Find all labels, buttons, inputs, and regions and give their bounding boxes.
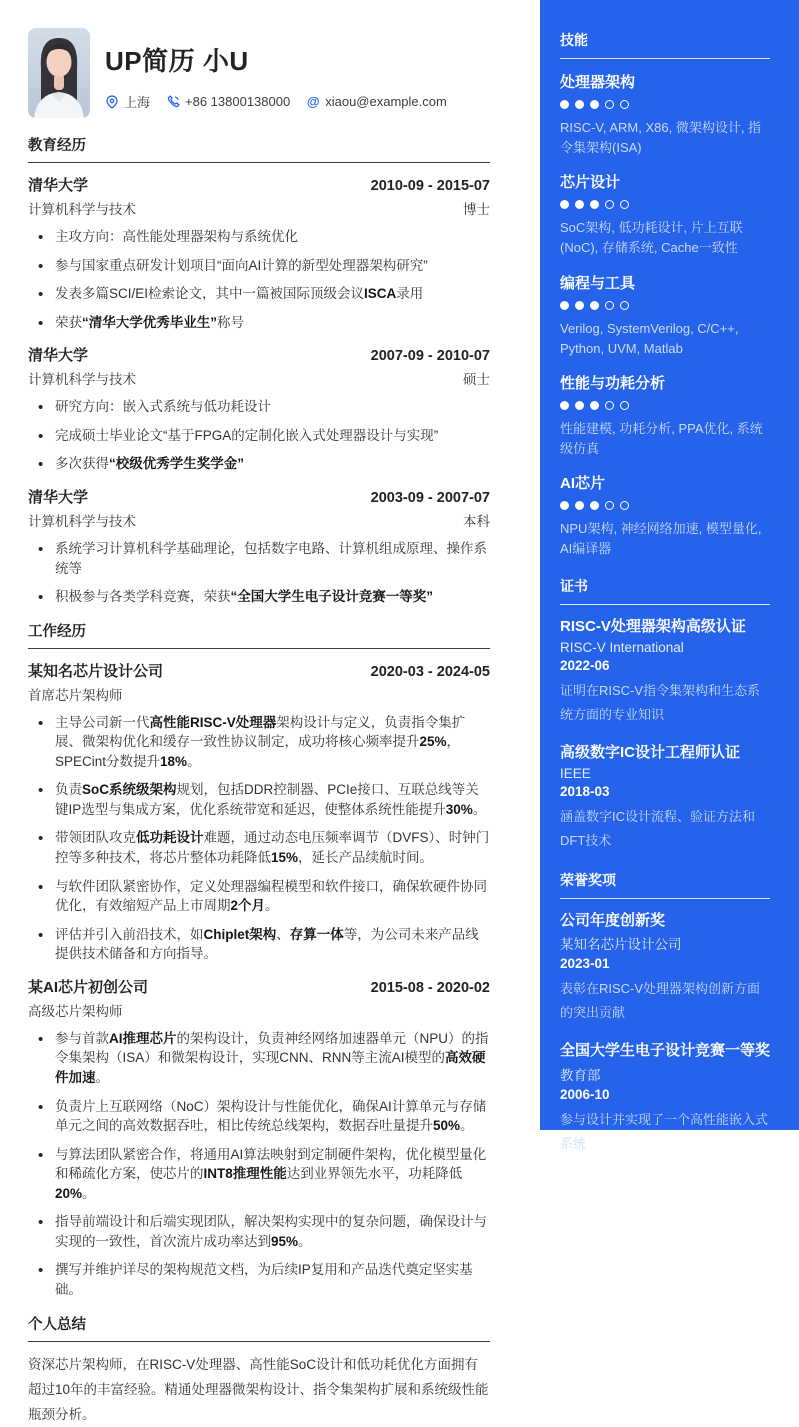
entry-subhead [28, 368, 490, 388]
degree: 本科 [463, 513, 490, 529]
item-issuer: 教育部 [560, 1067, 601, 1083]
bullet-item: • 与算法团队紧密合作，将通用AI算法映射到定制硬件架构，优化模型量化和稀疏化方案，使芯片的INT8推理性能达到业界领先水平，功耗降低20%。 [28, 1145, 490, 1204]
level-dot-empty [605, 301, 614, 310]
entry-head [28, 660, 490, 681]
bullet-item: • 研究方向：嵌入式系统与低功耗设计 [28, 397, 490, 417]
email-item [306, 94, 447, 109]
level-dot-empty [605, 200, 614, 209]
skill-item [560, 272, 770, 359]
award-item [560, 1041, 770, 1156]
phone-icon [166, 95, 180, 109]
level-dot-filled [590, 100, 599, 109]
level-dot-filled [575, 200, 584, 209]
level-dot-filled [575, 100, 584, 109]
level-dot-filled [560, 401, 569, 410]
item-date: 2006-10 [560, 1086, 610, 1102]
education-entry [28, 174, 490, 332]
entry-subhead [28, 1000, 490, 1020]
skill-keywords: NPU架构, 神经网络加速, 模型量化, AI编译器 [560, 521, 762, 557]
phone-item [166, 94, 290, 109]
header-info [105, 28, 447, 118]
school-name: 清华大学 [28, 347, 89, 365]
phone-text: +86 13800138000 [185, 94, 291, 109]
entry-head [28, 174, 490, 195]
bullet-list [28, 227, 490, 332]
school-name: 清华大学 [28, 488, 89, 506]
job-title: 首席芯片架构师 [28, 687, 123, 703]
entry-head [28, 344, 490, 365]
entry-subhead [28, 510, 490, 530]
level-dot-filled [575, 401, 584, 410]
skill-level-dots [560, 200, 770, 209]
sidebar [540, 0, 799, 1151]
bullet-list [28, 1029, 490, 1300]
skill-item [560, 71, 770, 158]
item-date: 2023-01 [560, 956, 610, 972]
item-date: 2018-03 [560, 783, 610, 799]
skills-section-title: 技能 [560, 30, 770, 59]
degree: 博士 [463, 202, 490, 217]
location-pin-icon [105, 95, 119, 109]
certificates-section [560, 576, 770, 852]
bullet-item: • 指导前端设计和后端实现团队，解决架构实现中的复杂问题，确保设计与实现的一致性，首次流片成功率达到95%。 [28, 1212, 490, 1251]
entry-subhead [28, 198, 490, 218]
bullet-item: • 多次获得“校级优秀学生奖学金” [28, 454, 490, 474]
education-entry [28, 486, 490, 607]
certificate-item [560, 617, 770, 727]
bullet-item: • 发表多篇SCI/EI检索论文，其中一篇被国际顶级会议ISCA录用 [28, 284, 490, 304]
level-dot-filled [590, 501, 599, 510]
summary-section-title: 个人总结 [28, 1313, 490, 1342]
level-dot-empty [605, 401, 614, 410]
item-issuer: IEEE [560, 765, 591, 781]
skill-keywords: Verilog, SystemVerilog, C/C++, Python, UVM, Matlab [560, 320, 739, 356]
bullet-item: • 系统学习计算机科学基础理论，包括数字电路、计算机组成原理、操作系统等 [28, 539, 490, 578]
level-dot-empty [620, 501, 629, 510]
item-issuer: 某知名芯片设计公司 [560, 937, 682, 953]
level-dot-filled [560, 200, 569, 209]
level-dot-filled [560, 301, 569, 310]
company-name: 某AI芯片初创公司 [28, 978, 149, 996]
email-text: xiaou@example.com [325, 94, 447, 109]
item-date: 2022-06 [560, 657, 610, 673]
skill-keywords: RISC-V, ARM, X86, 微架构设计, 指令集架构(ISA) [560, 120, 762, 156]
degree: 硕士 [463, 372, 490, 388]
work-section [28, 620, 490, 1300]
bullet-item: • 积极参与各类学科竞赛，荣获“全国大学生电子设计竞赛一等奖” [28, 587, 490, 607]
skill-item [560, 171, 770, 258]
skill-keywords: 性能建模, 功耗分析, PPA优化, 系统级仿真 [560, 420, 763, 456]
skill-level-dots [560, 401, 770, 410]
item-name: 全国大学生电子设计竞赛一等奖 [560, 1042, 771, 1060]
item-description: 涵盖数字IC设计流程、验证方法和DFT技术 [560, 808, 756, 848]
at-sign-icon: @ [306, 94, 320, 109]
skill-level-dots [560, 100, 770, 109]
level-dot-filled [575, 301, 584, 310]
level-dot-filled [590, 200, 599, 209]
level-dot-filled [575, 501, 584, 510]
awards-section [560, 870, 770, 1156]
bullet-item: • 主导公司新一代高性能RISC-V处理器架构设计与定义，负责指令集扩展、微架构优化和缓存一致性协议制定，成功将核心频率提升25%，SPECint分数提升18%。 [28, 713, 490, 772]
level-dot-empty [620, 100, 629, 109]
date-range: 2020-03 - 2024-05 [370, 663, 490, 680]
item-issuer: RISC-V International [560, 639, 684, 655]
skill-name: 芯片设计 [560, 174, 621, 192]
skill-name: 编程与工具 [560, 274, 636, 292]
entry-subhead [28, 684, 490, 704]
bullet-item: • 负责SoC系统级架构规划，包括DDR控制器、PCIe接口、互联总线等关键IP选型与集成方案，优化系统带宽和延迟，使整体系统性能提升30%。 [28, 780, 490, 819]
bullet-item: • 参与国家重点研发计划项目“面向AI计算的新型处理器架构研究” [28, 256, 490, 276]
summary-section [28, 1313, 490, 1427]
date-range: 2010-09 - 2015-07 [370, 178, 490, 194]
bullet-item: • 评估并引入前沿技术，如Chiplet架构、存算一体等，为公司未来产品线提供技术储备和方向指导。 [28, 925, 490, 964]
item-description: 表彰在RISC-V处理器架构创新方面的突出贡献 [560, 981, 761, 1021]
date-range: 2007-09 - 2010-07 [370, 348, 490, 365]
certificates-section-title: 证书 [560, 576, 770, 605]
location-item [105, 92, 150, 111]
certificate-item [560, 743, 770, 853]
work-entry [28, 976, 490, 1300]
skill-name: AI芯片 [560, 475, 606, 493]
work-entries [28, 660, 490, 1300]
level-dot-filled [590, 301, 599, 310]
item-description: 参与设计并实现了一个高性能嵌入式系统 [560, 1111, 769, 1151]
award-list [560, 911, 770, 1156]
level-dot-filled [560, 100, 569, 109]
major: 计算机科学与技术 [28, 513, 136, 529]
awards-section-title: 荣誉奖项 [560, 870, 770, 899]
bullet-item: • 负责片上互联网络（NoC）架构设计与性能优化，确保AI计算单元与存储单元之间的高效数据吞吐，相比传统总线架构，数据吞吐量提升50%。 [28, 1097, 490, 1136]
bullet-item: • 荣获“清华大学优秀毕业生”称号 [28, 313, 490, 333]
candidate-name: UP简历 小U [105, 46, 249, 76]
item-name: RISC-V处理器架构高级认证 [560, 618, 746, 636]
work-section-title: 工作经历 [28, 620, 490, 649]
skills-section [560, 30, 770, 559]
education-entries [28, 174, 490, 607]
bullet-item: • 主攻方向：高性能处理器架构与系统优化 [28, 227, 490, 247]
bullet-item: • 完成硕士毕业论文“基于FPGA的定制化嵌入式处理器设计与实现” [28, 426, 490, 446]
bullet-list [28, 713, 490, 964]
bullet-item: • 带领团队攻克低功耗设计难题，通过动态电压频率调节（DVFS）、时钟门控等多种技术，将芯片整体功耗降低15%，延长产品续航时间。 [28, 828, 490, 867]
education-section-title: 教育经历 [28, 134, 490, 163]
major: 计算机科学与技术 [28, 372, 136, 388]
education-section [28, 134, 490, 607]
bullet-list [28, 539, 490, 607]
level-dot-empty [605, 501, 614, 510]
level-dot-filled [560, 501, 569, 510]
bullet-item: • 撰写并维护详尽的架构规范文档，为后续IP复用和产品迭代奠定坚实基础。 [28, 1260, 490, 1299]
major: 计算机科学与技术 [28, 202, 136, 217]
skill-item [560, 372, 770, 459]
award-item [560, 911, 770, 1026]
company-name: 某知名芯片设计公司 [28, 662, 164, 680]
item-name: 高级数字IC设计工程师认证 [560, 744, 741, 761]
skill-list [560, 71, 770, 559]
level-dot-empty [620, 200, 629, 209]
bullet-item: • 与软件团队紧密协作，定义处理器编程模型和软件接口，确保软硬件协同优化，有效缩短产品上市周期2个月。 [28, 877, 490, 916]
item-description: 证明在RISC-V指令集架构和生态系统方面的专业知识 [560, 682, 761, 722]
education-entry [28, 344, 490, 474]
skill-level-dots [560, 501, 770, 510]
skill-name: 处理器架构 [560, 74, 636, 91]
location-text: 上海 [124, 95, 151, 110]
date-range: 2015-08 - 2020-02 [370, 979, 490, 996]
school-name: 清华大学 [28, 177, 89, 194]
work-entry [28, 660, 490, 964]
bullet-item: • 参与首款AI推理芯片的架构设计，负责神经网络加速器单元（NPU）的指令集架构（ISA）和微架构设计，实现CNN、RNN等主流AI模型的高效硬件加速。 [28, 1029, 490, 1088]
entry-head [28, 486, 490, 507]
skill-keywords: SoC架构, 低功耗设计, 片上互联(NoC), 存储系统, Cache一致性 [560, 220, 743, 256]
bullet-list [28, 397, 490, 474]
level-dot-empty [620, 301, 629, 310]
profile-photo [28, 28, 90, 118]
certificate-list [560, 617, 770, 852]
level-dot-filled [590, 401, 599, 410]
item-name: 公司年度创新奖 [560, 911, 666, 929]
profile-photo-image [28, 28, 90, 118]
skill-item [560, 472, 770, 559]
entry-head [28, 976, 490, 997]
skill-name: 性能与功耗分析 [560, 374, 666, 392]
header [28, 28, 490, 118]
skill-level-dots [560, 301, 770, 310]
level-dot-empty [605, 100, 614, 109]
level-dot-empty [620, 401, 629, 410]
date-range: 2003-09 - 2007-07 [370, 489, 490, 506]
contact-row [105, 92, 447, 111]
summary-text: 资深芯片架构师，在RISC-V处理器、高性能SoC设计和低功耗优化方面拥有超过10年的丰富经验。精通处理器微架构设计、指令集架构扩展和系统级性能瓶颈分析。 [28, 1356, 489, 1422]
job-title: 高级芯片架构师 [28, 1003, 123, 1019]
